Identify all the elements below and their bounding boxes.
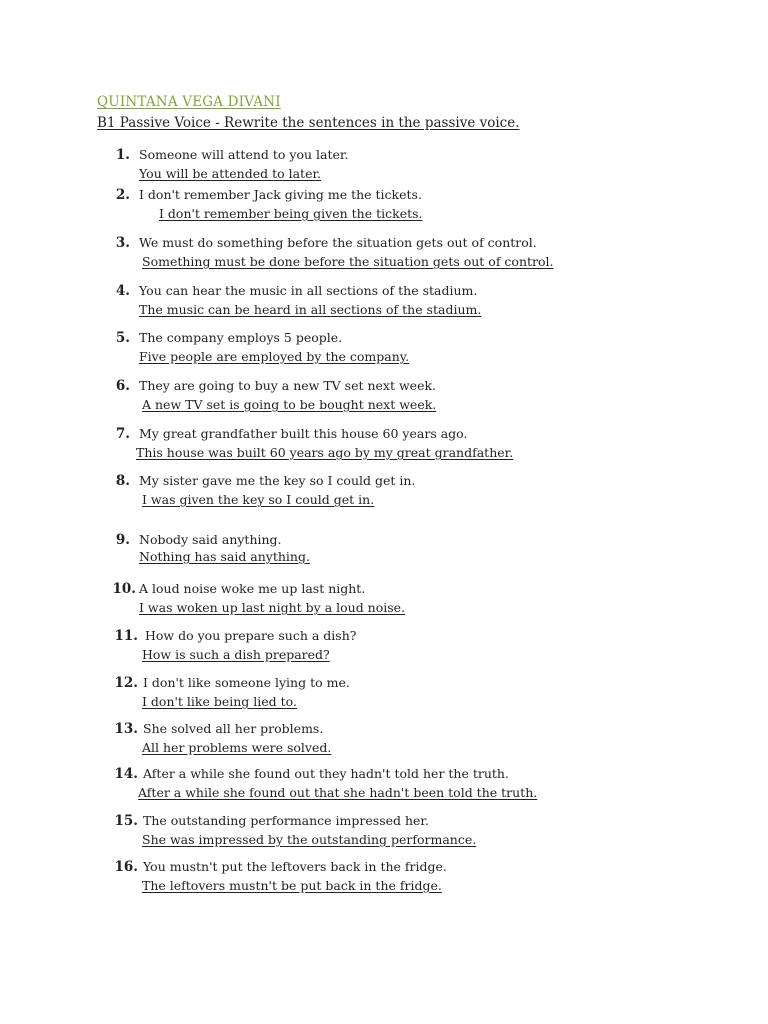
exercise-answer: I was woken up last night by a loud noise. (139, 600, 406, 615)
exercise-question: You can hear the music in all sections of the stadium. (139, 283, 478, 298)
exercise-item (0, 378, 768, 418)
exercise-answer: I don't like being lied to. (142, 694, 297, 709)
exercise-question: The outstanding performance impressed her. (143, 813, 430, 828)
exercise-number: 15. (114, 813, 138, 829)
exercise-item (0, 532, 768, 572)
exercise-item (0, 628, 768, 668)
exercise-item (0, 147, 768, 187)
exercise-question: My sister gave me the key so I could get in. (139, 473, 416, 488)
exercise-answer: After a while she found out that she hadn't been told the truth. (138, 785, 538, 800)
exercise-number: 11. (114, 628, 138, 644)
exercise-question: They are going to buy a new TV set next week. (139, 378, 437, 393)
exercise-item (0, 581, 768, 621)
exercise-item (0, 473, 768, 513)
author-name: QUINTANA VEGA DIVANI (97, 94, 281, 110)
exercise-question: I don't like someone lying to me. (143, 675, 350, 690)
exercise-number: 4. (115, 283, 130, 299)
exercise-item (0, 859, 768, 899)
exercise-answer: You will be attended to later. (139, 166, 322, 181)
exercise-answer: Five people are employed by the company. (139, 349, 410, 364)
exercise-answer: The music can be heard in all sections of the stadium. (139, 302, 482, 317)
exercise-item (0, 330, 768, 370)
exercise-item (0, 813, 768, 853)
exercise-answer: Something must be done before the situation gets out of control. (142, 254, 554, 269)
exercise-question: My great grandfather built this house 60 years ago. (139, 426, 468, 441)
exercise-item (0, 675, 768, 715)
exercise-item (0, 283, 768, 323)
exercise-number: 9. (115, 532, 130, 548)
exercise-question: I don't remember Jack giving me the tickets. (139, 187, 422, 202)
exercise-number: 16. (114, 859, 138, 875)
exercise-question: You mustn't put the leftovers back in the fridge. (143, 859, 447, 874)
exercise-question: She solved all her problems. (143, 721, 324, 736)
exercise-number: 10. (112, 581, 136, 597)
exercise-question: The company employs 5 people. (139, 330, 343, 345)
exercise-question: A loud noise woke me up last night. (139, 581, 366, 596)
exercise-number: 1. (115, 147, 130, 163)
exercise-answer: I don't remember being given the tickets. (159, 206, 423, 221)
exercise-item (0, 235, 768, 275)
exercise-answer: All her problems were solved. (142, 740, 332, 755)
exercise-number: 6. (115, 378, 130, 394)
exercise-number: 3. (115, 235, 130, 251)
exercise-answer: I was given the key so I could get in. (142, 492, 375, 507)
exercise-number: 5. (115, 330, 130, 346)
exercise-question: After a while she found out they hadn't told her the truth. (143, 766, 509, 781)
exercise-answer: A new TV set is going to be bought next week. (142, 397, 437, 412)
exercise-question: We must do something before the situation gets out of control. (139, 235, 537, 250)
exercise-item (0, 426, 768, 466)
exercise-number: 7. (115, 426, 130, 442)
exercise-answer: How is such a dish prepared? (142, 647, 330, 662)
exercise-question: Nobody said anything. (139, 532, 282, 547)
exercise-number: 8. (115, 473, 130, 489)
exercise-number: 12. (114, 675, 138, 691)
exercise-answer: This house was built 60 years ago by my great grandfather. (136, 445, 514, 460)
exercise-answer: Nothing has said anything. (139, 549, 310, 564)
exercise-item (0, 187, 768, 227)
exercise-item (0, 721, 768, 761)
exercise-question: Someone will attend to you later. (139, 147, 349, 162)
exercise-number: 2. (115, 187, 130, 203)
worksheet-title: B1 Passive Voice - Rewrite the sentences in the passive voice. (97, 115, 520, 131)
exercise-number: 13. (114, 721, 138, 737)
exercise-answer: The leftovers mustn't be put back in the fridge. (142, 878, 442, 893)
exercise-answer: She was impressed by the outstanding performance. (142, 832, 477, 847)
exercise-item (0, 766, 768, 806)
exercise-number: 14. (114, 766, 138, 782)
exercise-question: How do you prepare such a dish? (145, 628, 357, 643)
